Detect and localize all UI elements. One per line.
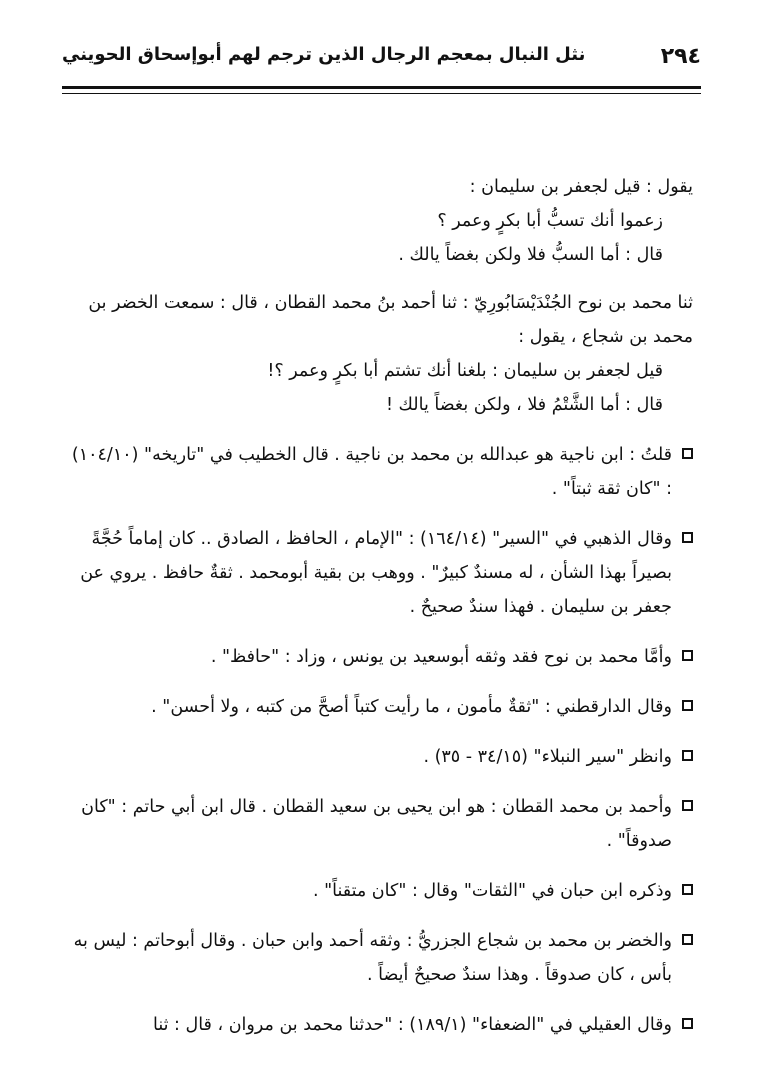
text-line: يقول : قيل لجعفر بن سليمان :: [469, 177, 693, 197]
note-item: [66, 438, 671, 506]
note-item: [66, 740, 671, 774]
note-text: وقال العقيلي في "الضعفاء" (١٨٩/١) : "حدثنا محمد بن مروان ، قال : ثنا: [153, 1015, 672, 1035]
verse-line: قال : أما السبُّ فلا ولكن بغضاً يالك .: [398, 245, 663, 265]
square-bullet-icon: [682, 700, 693, 711]
square-bullet-icon: [682, 884, 693, 895]
header-rule-thick: [62, 86, 701, 89]
square-bullet-icon: [682, 650, 693, 661]
note-item: [66, 790, 671, 858]
note-item: [66, 690, 671, 724]
note-list: [66, 438, 693, 1042]
square-bullet-icon: [682, 934, 693, 945]
note-item: [66, 640, 671, 674]
note-text: وذكره ابن حبان في "الثقات" وقال : "كان متقناً" .: [312, 881, 672, 901]
verse-line: قيل لجعفر بن سليمان : بلغنا أنك تشتم أبا بكرٍ وعمر ؟!: [267, 361, 663, 381]
square-bullet-icon: [682, 1018, 693, 1029]
page-body: [66, 170, 693, 1042]
note-text: وقال الدارقطني : "ثقةٌ مأمون ، ما رأيت كتباً أصحَّ من كتبه ، ولا أحسن" .: [151, 697, 672, 717]
verse-line: قال : أما الشَّتْمُ فلا ، ولكن بغضاً يالك !: [385, 395, 663, 415]
verse-line: زعموا أنك تسبُّ أبا بكرٍ وعمر ؟: [437, 211, 663, 231]
square-bullet-icon: [682, 800, 693, 811]
note-text: وقال الذهبي في "السير" (١٦٤/١٤) : "الإمام ، الحافظ ، الصادق .. كان إماماً حُجَّةً بصيراً بهذا الشأن ، له مسندٌ كبيرٌ" . ووهب بن بقية أبومحمد . ثقةٌ حافظ . يروي عن جعفر بن سليمان . فهذا سندٌ صحيحٌ .: [80, 529, 672, 617]
square-bullet-icon: [682, 532, 693, 543]
running-title: نثل النبال بمعجم الرجال الذين ترجم لهم أبوإسحاق الحويني: [62, 44, 586, 65]
note-item: [66, 522, 671, 624]
page-header: [62, 44, 701, 84]
note-text: والخضر بن محمد بن شجاع الجزريُّ : وثقه أحمد وابن حبان . وقال أبوحاتم : ليس به بأس ، كان صدوقاً . وهذا سندٌ صحيحٌ أيضاً .: [73, 931, 672, 985]
square-bullet-icon: [682, 448, 693, 459]
note-item: [66, 874, 671, 908]
note-item: [66, 1008, 671, 1042]
note-text: قلتُ : ابن ناجية هو عبدالله بن محمد بن ناجية . قال الخطيب في "تاريخه" (١٠٤/١٠) : "كان ثقة ثبتاً" .: [71, 445, 672, 499]
note-item: [66, 924, 671, 992]
square-bullet-icon: [682, 750, 693, 761]
text-paragraph: ثنا محمد بن نوح الجُنْدَيْسَابُورِيّ : ثنا أحمد بنُ محمد القطان ، قال : سمعت الخضر بن محمد بن شجاع ، يقول :: [88, 293, 693, 347]
page-number: ٢٩٤: [660, 44, 701, 69]
note-text: وانظر "سير النبلاء" (٣٤/١٥ - ٣٥) .: [423, 747, 672, 767]
header-rule-thin: [62, 93, 701, 94]
note-text: وأمَّا محمد بن نوح فقد وثقه أبوسعيد بن يونس ، وزاد : "حافظ" .: [210, 647, 672, 667]
note-text: وأحمد بن محمد القطان : هو ابن يحيى بن سعيد القطان . قال ابن أبي حاتم : "كان صدوقاً" .: [81, 797, 672, 851]
